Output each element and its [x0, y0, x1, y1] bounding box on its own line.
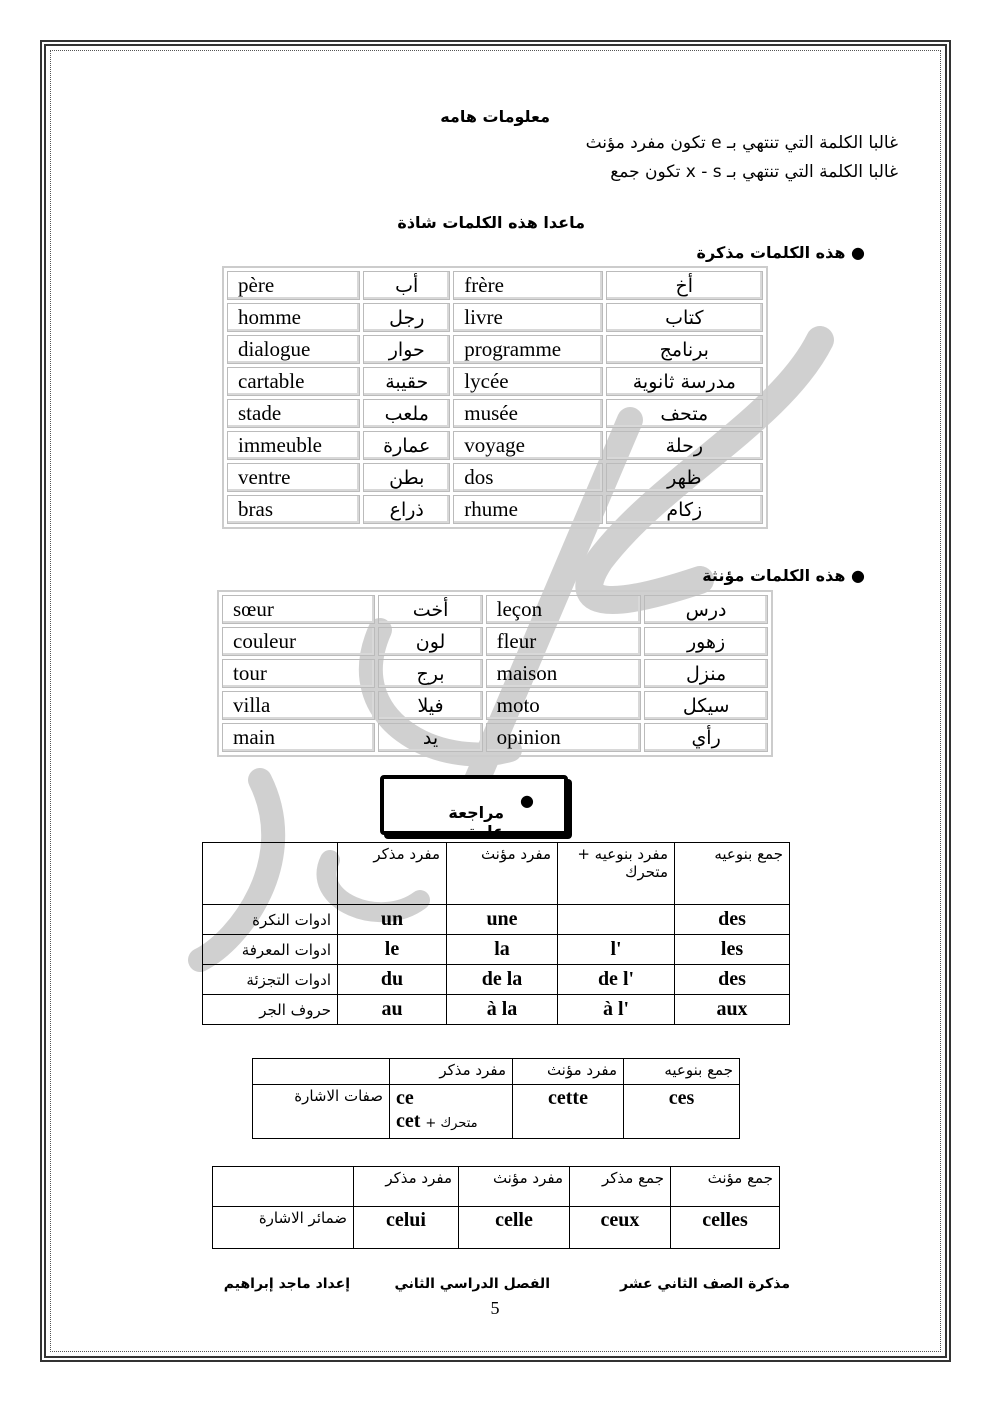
arabic-meaning: ملعب — [363, 399, 450, 428]
french-word: maison — [486, 659, 642, 688]
arabic-meaning: رأي — [644, 723, 768, 752]
pron-cell: ceux — [570, 1207, 671, 1249]
french-word: main — [222, 723, 375, 752]
arabic-meaning: ظهر — [606, 463, 763, 492]
articles-cell: un — [338, 905, 447, 935]
vocab-row — [227, 495, 763, 524]
review-banner — [380, 775, 568, 841]
arabic-meaning: يد — [378, 723, 482, 752]
arabic-meaning: متحف — [606, 399, 763, 428]
articles-corner — [203, 843, 338, 905]
articles-cell: de la — [447, 965, 558, 995]
french-word: bras — [227, 495, 360, 524]
articles-row-label: ادوات النكرة — [203, 905, 338, 935]
demo-fem: cette — [513, 1085, 624, 1139]
articles-table — [202, 842, 790, 1025]
demo-masc: ce — [396, 1087, 414, 1109]
french-word: père — [227, 271, 360, 300]
vocab-row — [222, 723, 768, 752]
feminine-title: هذه الكلمات مؤنثة — [702, 566, 846, 585]
page-number: 5 — [490, 1298, 500, 1318]
french-word: ventre — [227, 463, 360, 492]
articles-cell: à la — [447, 995, 558, 1025]
heading: معلومات هامه — [440, 107, 550, 126]
french-word: villa — [222, 691, 375, 720]
arabic-meaning: فيلا — [378, 691, 482, 720]
french-word: programme — [453, 335, 602, 364]
french-word: voyage — [453, 431, 602, 460]
arabic-meaning: لون — [378, 627, 482, 656]
french-word: couleur — [222, 627, 375, 656]
demo-header: مفرد مؤنث — [513, 1059, 624, 1085]
pron-row-label: ضمائر الاشارة — [213, 1207, 354, 1249]
feminine-table — [217, 590, 773, 757]
pron-header: مفرد مؤنث — [459, 1167, 570, 1207]
footer-author: إعداد ماجد إبراهيم — [223, 1276, 350, 1292]
vocab-row — [227, 335, 763, 364]
feminine-heading: ● هذه الكلمات مؤنثة — [702, 566, 865, 585]
pron-header: جمع مذكر — [570, 1167, 671, 1207]
arabic-meaning: مدرسة ثانوية — [606, 367, 763, 396]
demo-row-label: صفات الاشارة — [253, 1085, 390, 1139]
french-word: lycée — [453, 367, 602, 396]
french-word: opinion — [486, 723, 642, 752]
pron-header: جمع مؤنث — [671, 1167, 780, 1207]
arabic-meaning: زهور — [644, 627, 768, 656]
arabic-meaning: كتاب — [606, 303, 763, 332]
arabic-meaning: زكام — [606, 495, 763, 524]
french-word: immeuble — [227, 431, 360, 460]
arabic-meaning: أخت — [378, 595, 482, 624]
arabic-meaning: درس — [644, 595, 768, 624]
arabic-meaning: بطن — [363, 463, 450, 492]
vocab-row — [227, 399, 763, 428]
french-word: musée — [453, 399, 602, 428]
arabic-meaning: حوار — [363, 335, 450, 364]
vocab-row — [222, 659, 768, 688]
french-word: stade — [227, 399, 360, 428]
articles-header: مفرد مذكر — [338, 843, 447, 905]
french-word: fleur — [486, 627, 642, 656]
articles-cell: au — [338, 995, 447, 1025]
info-line-2: غالبا الكلمة التي تنتهي بـ x - s تكون جمع — [610, 162, 898, 182]
info-line-1: غالبا الكلمة التي تنتهي بـ e تكون مفرد مؤنث — [585, 133, 898, 153]
pron-cell: celui — [354, 1207, 459, 1249]
french-word: rhume — [453, 495, 602, 524]
demo-header: جمع بنوعيه — [624, 1059, 740, 1085]
arabic-meaning: منزل — [644, 659, 768, 688]
masculine-title: هذه الكلمات مذكرة — [696, 243, 846, 262]
articles-cell — [558, 905, 675, 935]
vocab-row — [222, 691, 768, 720]
footer-grade: مذكرة الصف الثاني عشر — [620, 1276, 790, 1292]
arabic-meaning: أب — [363, 271, 450, 300]
demo-masc2-note: + متحرك — [425, 1116, 478, 1131]
french-word: dialogue — [227, 335, 360, 364]
french-word: sœur — [222, 595, 375, 624]
articles-header: جمع بنوعيه — [675, 843, 790, 905]
articles-cell: des — [675, 905, 790, 935]
arabic-meaning: حقيبة — [363, 367, 450, 396]
vocab-row — [227, 303, 763, 332]
articles-cell: des — [675, 965, 790, 995]
arabic-meaning: عمارة — [363, 431, 450, 460]
vocab-row — [222, 595, 768, 624]
french-word: dos — [453, 463, 602, 492]
french-word: frère — [453, 271, 602, 300]
masculine-heading: ● هذه الكلمات مذكرة — [696, 243, 865, 262]
arabic-meaning: رحلة — [606, 431, 763, 460]
vocab-row — [227, 367, 763, 396]
footer-semester: الفصل الدراسي الثاني — [394, 1276, 550, 1292]
vocab-row — [227, 463, 763, 492]
articles-cell: une — [447, 905, 558, 935]
articles-header: مفرد مؤنث — [447, 843, 558, 905]
articles-cell: du — [338, 965, 447, 995]
articles-cell: à l' — [558, 995, 675, 1025]
french-word: tour — [222, 659, 375, 688]
review-title: ● مراجعة عامة — [448, 791, 534, 841]
articles-row-label: ادوات التجزئة — [203, 965, 338, 995]
articles-cell: aux — [675, 995, 790, 1025]
articles-cell: l' — [558, 935, 675, 965]
arabic-meaning: أخ — [606, 271, 763, 300]
demo-plural: ces — [624, 1085, 740, 1139]
pron-corner — [213, 1167, 354, 1207]
french-word: homme — [227, 303, 360, 332]
arabic-meaning: ذراع — [363, 495, 450, 524]
articles-cell: le — [338, 935, 447, 965]
articles-row-label: ادوات المعرفة — [203, 935, 338, 965]
articles-row-label: حروف الجر — [203, 995, 338, 1025]
arabic-meaning: برنامج — [606, 335, 763, 364]
french-word: leçon — [486, 595, 642, 624]
demo-masc-cell — [390, 1085, 513, 1139]
arabic-meaning: برج — [378, 659, 482, 688]
demo-corner — [253, 1059, 390, 1085]
pron-cell: celle — [459, 1207, 570, 1249]
demo-masc2: cet — [396, 1110, 421, 1132]
arabic-meaning: سيكل — [644, 691, 768, 720]
demo-header: مفرد مذكر — [390, 1059, 513, 1085]
vocab-row — [227, 271, 763, 300]
french-word: livre — [453, 303, 602, 332]
demonstrative-adjectives-table — [252, 1058, 740, 1139]
articles-header: مفرد بنوعيه + متحرك — [558, 843, 675, 905]
vocab-row — [222, 627, 768, 656]
arabic-meaning: رجل — [363, 303, 450, 332]
pron-header: مفرد مذكر — [354, 1167, 459, 1207]
articles-cell: de l' — [558, 965, 675, 995]
articles-cell: les — [675, 935, 790, 965]
pron-cell: celles — [671, 1207, 780, 1249]
french-word: moto — [486, 691, 642, 720]
exceptions-title: ماعدا هذه الكلمات شاذة — [397, 213, 585, 232]
french-word: cartable — [227, 367, 360, 396]
demonstrative-pronouns-table — [212, 1166, 780, 1249]
articles-cell: la — [447, 935, 558, 965]
vocab-row — [227, 431, 763, 460]
masculine-table — [222, 266, 768, 529]
